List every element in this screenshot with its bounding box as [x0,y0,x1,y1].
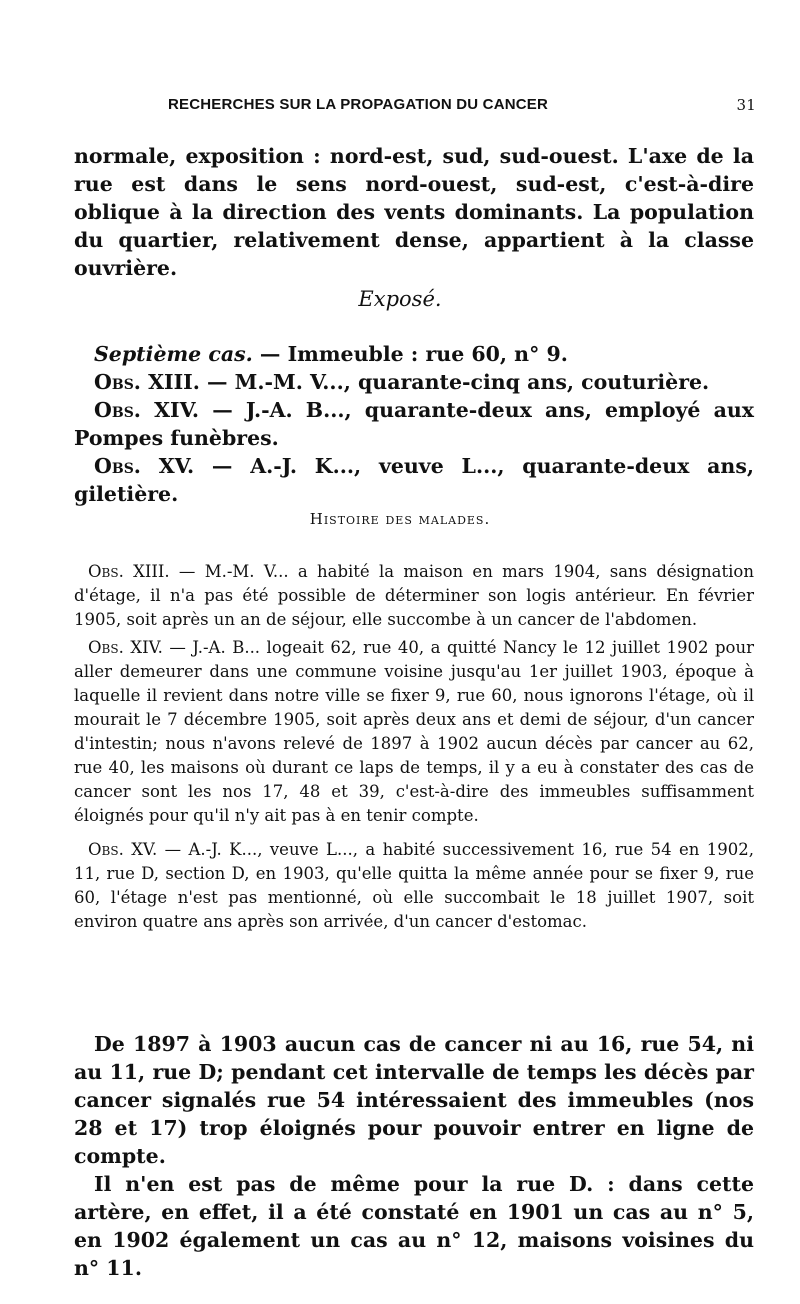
history-paragraph [74,838,754,934]
running-header [168,96,756,113]
case-label: Septième cas. [94,342,253,366]
history-section [74,560,754,934]
obs-label: Obs. XIV. [94,398,200,422]
case-summary [74,340,754,508]
obs-label: Obs. XV. [94,454,195,478]
case-text: — Immeuble : rue 60, n° 9. [252,342,568,366]
obs-text: — M.-M. V..., quarante-cinq ans, couturière. [199,370,710,394]
intro-text: normale, exposition : nord-est, sud, sud-ouest. L'axe de la rue est dans le sens nord-ouest, sud-est, c'est-à-dire oblique à la direction des vents dominants. La population du quartier, relativement dense, appartient à la classe ouvrière. [74,144,754,280]
closing-section [74,1030,754,1282]
history-paragraph [74,636,754,828]
history-text: — M.-M. V... a habité la maison en mars 1904, sans désignation d'étage, il n'a pas été possible de déterminer son logis antérieur. En février 1905, soit après un an de séjour, elle succombe à un cancer de l'abdomen. [74,562,754,629]
obs-text: — A.-J. K..., veuve L..., quarante-deux ans, giletière. [74,454,754,506]
case-line [74,340,754,368]
history-label: Obs. XIV. [88,638,163,657]
intro-paragraph [74,142,754,282]
closing-paragraph: De 1897 à 1903 aucun cas de cancer ni au 16, rue 54, ni au 11, rue D; pendant cet intervalle de temps les décès par cancer signalés rue 54 intéressaient des immeubles (nos 28 et 17) trop éloignés pour pouvoir entrer en ligne de compte. [74,1032,754,1168]
history-label: Obs. XV. [88,840,158,859]
history-heading: Histoire des malades. [309,510,491,528]
section-title: Exposé. [358,287,442,311]
obs-text: — J.-A. B..., quarante-deux ans, employé aux Pompes funèbres. [74,398,755,450]
history-text: — J.-A. B... logeait 62, rue 40, a quitté Nancy le 12 juillet 1902 pour aller demeurer dans une commune voisine jusqu'au 1er juillet 1903, époque à laquelle il revient dans notre ville se fixer 9, rue 60, nous ignorons l'étage, où il mourait le 7 décembre 1905, soit après deux ans et demi de séjour, d'un cancer d'intestin; nous n'avons relevé de 1897 à 1902 aucun décès par cancer au 62, rue 40, les maisons où durant ce laps de temps, il y a eu à constater des cas de cancer sont les nos 17, 48 et 39, c'est-à-dire des immeubles suffisamment éloignés pour qu'il n'y ait pas à en tenir compte. [74,638,754,825]
history-paragraph [74,560,754,632]
history-text: — A.-J. K..., veuve L..., a habité successivement 16, rue 54 en 1902, 11, rue D, section D, en 1903, qu'elle quitta la même année pour se fixer 9, rue 60, l'étage n'est pas mentionné, où elle succombait le 18 juillet 1907, soit environ quatre ans après son arrivée, d'un cancer d'estomac. [74,840,754,931]
obs-line [74,396,754,452]
header-title: RECHERCHES SUR LA PROPAGATION DU CANCER [168,96,549,113]
obs-label: Obs. XIII. [94,370,200,394]
obs-line [74,368,754,396]
history-label: Obs. XIII. [88,562,170,581]
page-number: 31 [736,96,756,114]
obs-line [74,452,754,508]
closing-paragraph: Il n'en est pas de même pour la rue D. : dans cette artère, en effet, il a été constaté en 1901 un cas au n° 5, en 1902 également un cas au n° 12, maisons voisines du n° 11. [74,1172,754,1280]
